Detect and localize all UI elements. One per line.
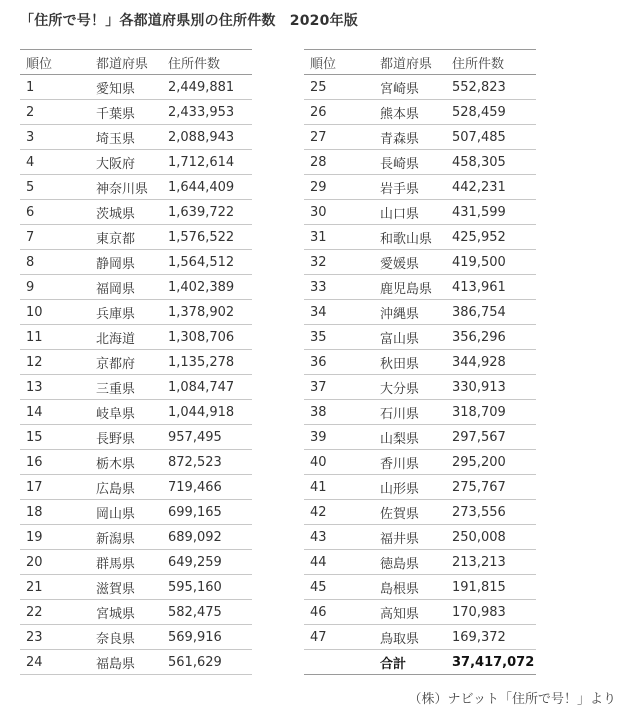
cell-prefecture: 岐阜県: [90, 400, 162, 425]
ranking-table-right: [304, 49, 536, 675]
cell-prefecture: 鳥取県: [374, 625, 446, 650]
cell-prefecture: 茨城県: [90, 200, 162, 225]
cell-count: 582,475: [162, 600, 252, 625]
table-row: [304, 500, 536, 525]
cell-prefecture: 青森県: [374, 125, 446, 150]
cell-prefecture: 宮崎県: [374, 75, 446, 100]
table-row: [304, 400, 536, 425]
table-row: [20, 500, 252, 525]
cell-prefecture: 富山県: [374, 325, 446, 350]
cell-prefecture: 愛媛県: [374, 250, 446, 275]
cell-rank: 27: [304, 125, 374, 150]
cell-rank: 5: [20, 175, 90, 200]
table-row: [304, 550, 536, 575]
cell-prefecture: 徳島県: [374, 550, 446, 575]
cell-count: 1,564,512: [162, 250, 252, 275]
header-rank: 順位: [304, 50, 374, 75]
total-row: [304, 650, 536, 675]
cell-prefecture: 宮城県: [90, 600, 162, 625]
table-row: [20, 250, 252, 275]
cell-count: 561,629: [162, 650, 252, 675]
cell-count: 169,372: [446, 625, 536, 650]
cell-rank: 41: [304, 475, 374, 500]
cell-count: 330,913: [446, 375, 536, 400]
table-row: [20, 200, 252, 225]
cell-count: 719,466: [162, 475, 252, 500]
cell-count: 1,639,722: [162, 200, 252, 225]
cell-rank: 15: [20, 425, 90, 450]
cell-prefecture: 広島県: [90, 475, 162, 500]
cell-rank: 8: [20, 250, 90, 275]
cell-prefecture: 滋賀県: [90, 575, 162, 600]
table-row: [304, 250, 536, 275]
table-row: [20, 575, 252, 600]
cell-prefecture: 北海道: [90, 325, 162, 350]
table-row: [20, 375, 252, 400]
cell-count: 569,916: [162, 625, 252, 650]
cell-count: 297,567: [446, 425, 536, 450]
cell-prefecture: 栃木県: [90, 450, 162, 475]
table-row: [304, 275, 536, 300]
cell-prefecture: 大分県: [374, 375, 446, 400]
cell-prefecture: 和歌山県: [374, 225, 446, 250]
cell-rank: 3: [20, 125, 90, 150]
cell-count: 957,495: [162, 425, 252, 450]
cell-rank: 43: [304, 525, 374, 550]
table-header-row: [20, 50, 252, 75]
cell-prefecture: 京都府: [90, 350, 162, 375]
cell-prefecture: 香川県: [374, 450, 446, 475]
cell-rank: 34: [304, 300, 374, 325]
table-row: [20, 75, 252, 100]
cell-prefecture: 千葉県: [90, 100, 162, 125]
table-row: [20, 600, 252, 625]
cell-rank: 35: [304, 325, 374, 350]
cell-prefecture: 新潟県: [90, 525, 162, 550]
cell-count: 318,709: [446, 400, 536, 425]
cell-prefecture: 神奈川県: [90, 175, 162, 200]
header-prefecture: 都道府県: [374, 50, 446, 75]
cell-rank: 1: [20, 75, 90, 100]
page-title: 「住所で号！」各都道府県別の住所件数 2020年版: [20, 13, 358, 29]
cell-prefecture: 奈良県: [90, 625, 162, 650]
cell-count: 213,213: [446, 550, 536, 575]
cell-count: 170,983: [446, 600, 536, 625]
cell-count: 344,928: [446, 350, 536, 375]
cell-rank: 7: [20, 225, 90, 250]
cell-rank: 23: [20, 625, 90, 650]
cell-rank: 12: [20, 350, 90, 375]
cell-count: 1,712,614: [162, 150, 252, 175]
table-row: [304, 375, 536, 400]
cell-rank: 16: [20, 450, 90, 475]
cell-prefecture: 秋田県: [374, 350, 446, 375]
cell-count: 275,767: [446, 475, 536, 500]
cell-count: 250,008: [446, 525, 536, 550]
cell-rank: 30: [304, 200, 374, 225]
cell-prefecture: 東京都: [90, 225, 162, 250]
cell-prefecture: 沖縄県: [374, 300, 446, 325]
cell-rank: 17: [20, 475, 90, 500]
cell-count: 431,599: [446, 200, 536, 225]
cell-count: 699,165: [162, 500, 252, 525]
table-header-row: [304, 50, 536, 75]
cell-count: 649,259: [162, 550, 252, 575]
cell-rank: 33: [304, 275, 374, 300]
cell-rank: 47: [304, 625, 374, 650]
table-row: [304, 525, 536, 550]
cell-count: 507,485: [446, 125, 536, 150]
total-label: 合計: [374, 650, 446, 675]
table-row: [20, 550, 252, 575]
cell-count: 595,160: [162, 575, 252, 600]
cell-rank: 19: [20, 525, 90, 550]
header-count: 住所件数: [446, 50, 536, 75]
cell-rank: 44: [304, 550, 374, 575]
source-credit: （株）ナビット「住所で号！」より: [408, 692, 616, 707]
cell-rank: 32: [304, 250, 374, 275]
table-row: [20, 225, 252, 250]
cell-rank: 24: [20, 650, 90, 675]
header-rank: 順位: [20, 50, 90, 75]
cell-prefecture: 福島県: [90, 650, 162, 675]
cell-prefecture: 群馬県: [90, 550, 162, 575]
table-row: [20, 125, 252, 150]
table-row: [20, 325, 252, 350]
cell-prefecture: 岡山県: [90, 500, 162, 525]
cell-prefecture: 三重県: [90, 375, 162, 400]
cell-rank: 25: [304, 75, 374, 100]
cell-rank: 11: [20, 325, 90, 350]
cell-count: 2,449,881: [162, 75, 252, 100]
cell-rank: 45: [304, 575, 374, 600]
cell-rank: 22: [20, 600, 90, 625]
header-prefecture: 都道府県: [90, 50, 162, 75]
cell-prefecture: 山梨県: [374, 425, 446, 450]
table-row: [20, 350, 252, 375]
table-row: [20, 450, 252, 475]
cell-rank: 26: [304, 100, 374, 125]
cell-prefecture: 長野県: [90, 425, 162, 450]
cell-prefecture: 静岡県: [90, 250, 162, 275]
cell-rank: 31: [304, 225, 374, 250]
cell-rank: 28: [304, 150, 374, 175]
cell-count: 458,305: [446, 150, 536, 175]
cell-prefecture: 大阪府: [90, 150, 162, 175]
table-row: [304, 200, 536, 225]
cell-count: 413,961: [446, 275, 536, 300]
total-count: 37,417,072: [446, 650, 536, 675]
cell-count: 1,044,918: [162, 400, 252, 425]
cell-count: 386,754: [446, 300, 536, 325]
cell-prefecture: 長崎県: [374, 150, 446, 175]
table-row: [304, 575, 536, 600]
table-row: [20, 650, 252, 675]
cell-rank: 38: [304, 400, 374, 425]
cell-prefecture: 鹿児島県: [374, 275, 446, 300]
table-row: [304, 175, 536, 200]
table-row: [304, 75, 536, 100]
cell-count: 1,378,902: [162, 300, 252, 325]
table-row: [304, 450, 536, 475]
table-row: [304, 350, 536, 375]
table-row: [20, 475, 252, 500]
cell-prefecture: 兵庫県: [90, 300, 162, 325]
cell-count: 1,402,389: [162, 275, 252, 300]
table-row: [20, 400, 252, 425]
cell-rank: 29: [304, 175, 374, 200]
table-row: [20, 425, 252, 450]
cell-rank: 21: [20, 575, 90, 600]
cell-count: 1,644,409: [162, 175, 252, 200]
cell-rank: 40: [304, 450, 374, 475]
table-row: [304, 625, 536, 650]
cell-rank: 42: [304, 500, 374, 525]
cell-prefecture: 岩手県: [374, 175, 446, 200]
cell-count: 419,500: [446, 250, 536, 275]
cell-count: 1,308,706: [162, 325, 252, 350]
cell-count: 552,823: [446, 75, 536, 100]
cell-rank: 20: [20, 550, 90, 575]
table-row: [20, 100, 252, 125]
table-row: [304, 425, 536, 450]
table-row: [304, 100, 536, 125]
cell-prefecture: 山口県: [374, 200, 446, 225]
cell-rank: 10: [20, 300, 90, 325]
table-row: [304, 125, 536, 150]
table-row: [304, 325, 536, 350]
cell-count: 872,523: [162, 450, 252, 475]
cell-prefecture: 愛知県: [90, 75, 162, 100]
cell-count: 528,459: [446, 100, 536, 125]
table-row: [20, 175, 252, 200]
cell-count: 442,231: [446, 175, 536, 200]
cell-rank: 14: [20, 400, 90, 425]
cell-prefecture: 熊本県: [374, 100, 446, 125]
cell-prefecture: 石川県: [374, 400, 446, 425]
cell-count: 1,576,522: [162, 225, 252, 250]
table-row: [304, 150, 536, 175]
cell-count: 425,952: [446, 225, 536, 250]
cell-count: 295,200: [446, 450, 536, 475]
cell-count: 2,088,943: [162, 125, 252, 150]
table-row: [20, 275, 252, 300]
table-row: [20, 525, 252, 550]
cell-rank: 4: [20, 150, 90, 175]
cell-prefecture: 埼玉県: [90, 125, 162, 150]
cell-prefecture: 佐賀県: [374, 500, 446, 525]
table-row: [304, 475, 536, 500]
cell-rank: 46: [304, 600, 374, 625]
cell-rank: 13: [20, 375, 90, 400]
cell-rank: 36: [304, 350, 374, 375]
cell-rank: 9: [20, 275, 90, 300]
cell-prefecture: 山形県: [374, 475, 446, 500]
cell-count: 1,084,747: [162, 375, 252, 400]
cell-rank: 37: [304, 375, 374, 400]
cell-rank: 18: [20, 500, 90, 525]
table-row: [20, 300, 252, 325]
table-row: [304, 300, 536, 325]
cell-count: 2,433,953: [162, 100, 252, 125]
table-row: [304, 225, 536, 250]
cell-prefecture: 福井県: [374, 525, 446, 550]
header-count: 住所件数: [162, 50, 252, 75]
cell-rank: 2: [20, 100, 90, 125]
table-row: [20, 150, 252, 175]
table-row: [304, 600, 536, 625]
cell-prefecture: 高知県: [374, 600, 446, 625]
cell-count: 273,556: [446, 500, 536, 525]
cell-prefecture: 福岡県: [90, 275, 162, 300]
total-empty-cell: [304, 650, 374, 675]
ranking-table-left: [20, 49, 252, 675]
cell-count: 689,092: [162, 525, 252, 550]
cell-rank: 39: [304, 425, 374, 450]
cell-rank: 6: [20, 200, 90, 225]
cell-prefecture: 島根県: [374, 575, 446, 600]
cell-count: 191,815: [446, 575, 536, 600]
table-row: [20, 625, 252, 650]
cell-count: 1,135,278: [162, 350, 252, 375]
cell-count: 356,296: [446, 325, 536, 350]
